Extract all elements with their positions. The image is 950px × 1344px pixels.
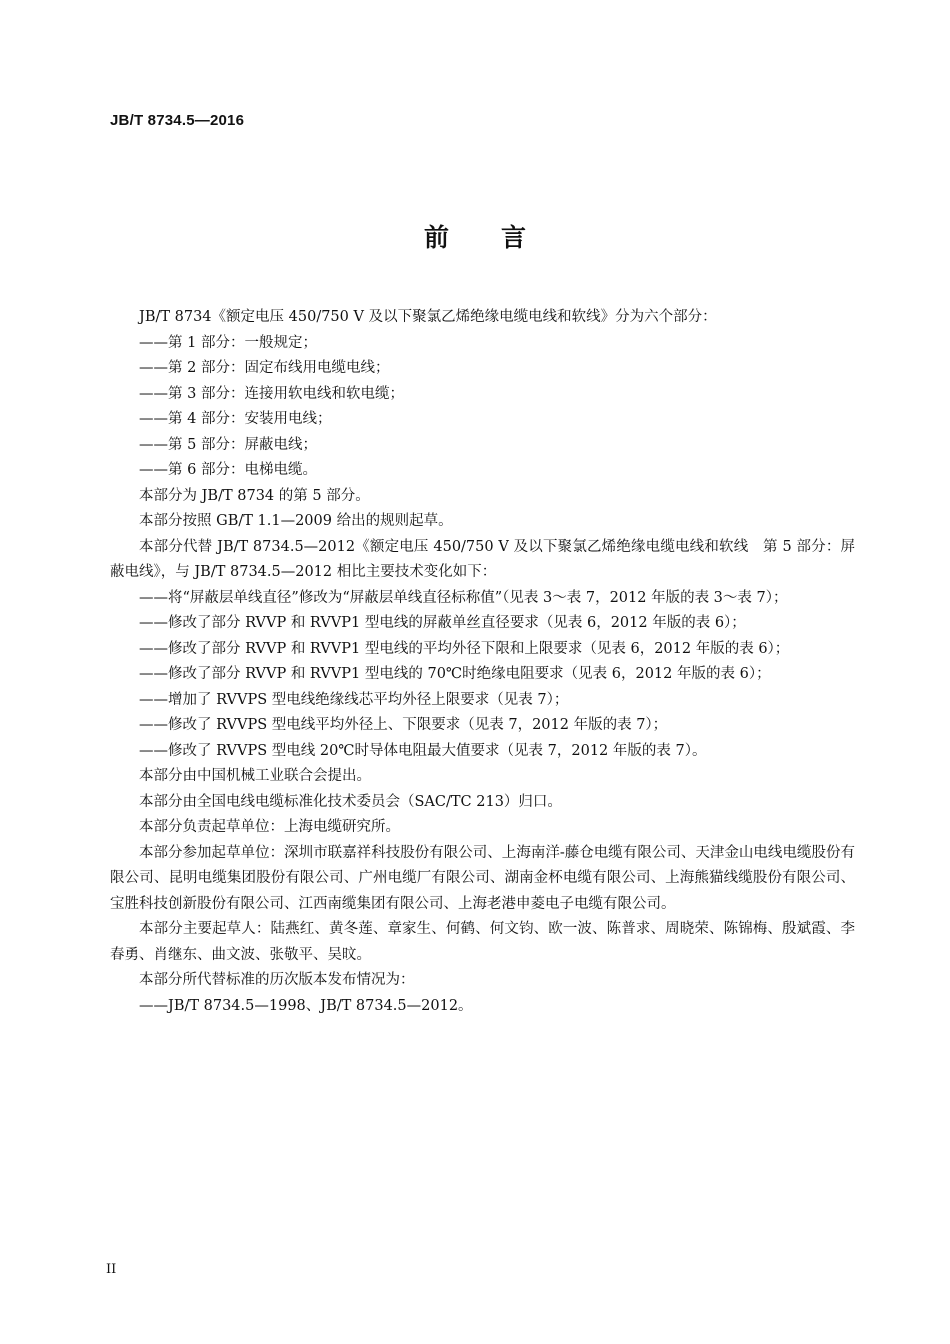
paragraph: 本部分所代替标准的历次版本发布情况为：: [139, 972, 415, 988]
list-item: ——将“屏蔽层单线直径”修改为“屏蔽层单线直径标称值”（见表 3～表 7，2012 年版的表 3～表 7）；: [139, 589, 788, 606]
list-item: ——第 1 部分：一般规定；: [139, 334, 317, 351]
list-item: ——第 4 部分：安装用电线；: [139, 411, 332, 427]
list-item: ——修改了 RVVPS 型电线 20℃时导体电阻最大值要求（见表 7，2012 年版的表 7）。: [139, 742, 707, 759]
list-item: ——第 2 部分：固定布线用电缆电线；: [139, 360, 390, 376]
paragraph: 本部分为 JB/T 8734 的第 5 部分。: [139, 487, 370, 504]
paragraph: 本部分主要起草人：陆燕红、黄冬莲、章家生、何鹤、何文钧、欧一波、陈普求、周晓荣、陈锦梅、殷斌霞、李春勇、肖继东、曲文波、张敬平、吴旼。: [110, 921, 855, 963]
paragraph: 本部分由全国电线电缆标准化技术委员会（SAC/TC 213）归口。: [139, 793, 562, 810]
page-number: II: [106, 1262, 117, 1277]
list-item: ——增加了 RVVPS 型电线绝缘线芯平均外径上限要求（见表 7）；: [139, 691, 569, 708]
paragraph: 本部分负责起草单位：上海电缆研究所。: [139, 819, 400, 835]
list-item: ——第 6 部分：电梯电缆。: [139, 462, 317, 478]
paragraph: 本部分代替 JB/T 8734.5—2012《额定电压 450/750 V 及以下聚氯乙烯绝缘电缆电线和软线 第 5 部分：屏蔽电线》，与 JB/T 8734.5—2012 相比主要技术变化如下：: [110, 538, 855, 580]
list-item: ——修改了部分 RVVP 和 RVVP1 型电线的屏蔽单丝直径要求（见表 6，2012 年版的表 6）；: [139, 615, 746, 631]
list-item: ——第 5 部分：屏蔽电线；: [139, 436, 317, 453]
list-item: ——修改了部分 RVVP 和 RVVP1 型电线的 70℃时绝缘电阻要求（见表 6，2012 年版的表 6）；: [139, 666, 771, 682]
page-title: 前言: [423, 223, 578, 252]
paragraph: JB/T 8734《额定电压 450/750 V 及以下聚氯乙烯绝缘电缆电线和软线》分为六个部分：: [139, 309, 717, 325]
paragraph: 本部分由中国机械工业联合会提出。: [139, 768, 371, 784]
list-item: ——第 3 部分：连接用软电线和软电缆；: [139, 385, 404, 402]
list-item: ——JB/T 8734.5—1998、JB/T 8734.5—2012。: [139, 997, 473, 1014]
list-item: ——修改了 RVVPS 型电线平均外径上、下限要求（见表 7，2012 年版的表 7）；: [139, 717, 668, 733]
foreword-body: [110, 305, 855, 1019]
standard-code-header: JB/T 8734.5—2016: [110, 112, 245, 129]
paragraph: 本部分参加起草单位：深圳市联嘉祥科技股份有限公司、上海南洋-藤仓电缆有限公司、天津金山电线电缆股份有限公司、昆明电缆集团股份有限公司、广州电缆厂有限公司、湖南金杯电缆有限公司、上海熊猫线缆股份有限公司、宝胜科技创新股份有限公司、江西南缆集团有限公司、上海老港申菱电子电缆有限公司。: [110, 844, 855, 912]
paragraph: 本部分按照 GB/T 1.1—2009 给出的规则起草。: [139, 513, 453, 529]
list-item: ——修改了部分 RVVP 和 RVVP1 型电线的平均外径下限和上限要求（见表 6，2012 年版的表 6）；: [139, 640, 790, 657]
